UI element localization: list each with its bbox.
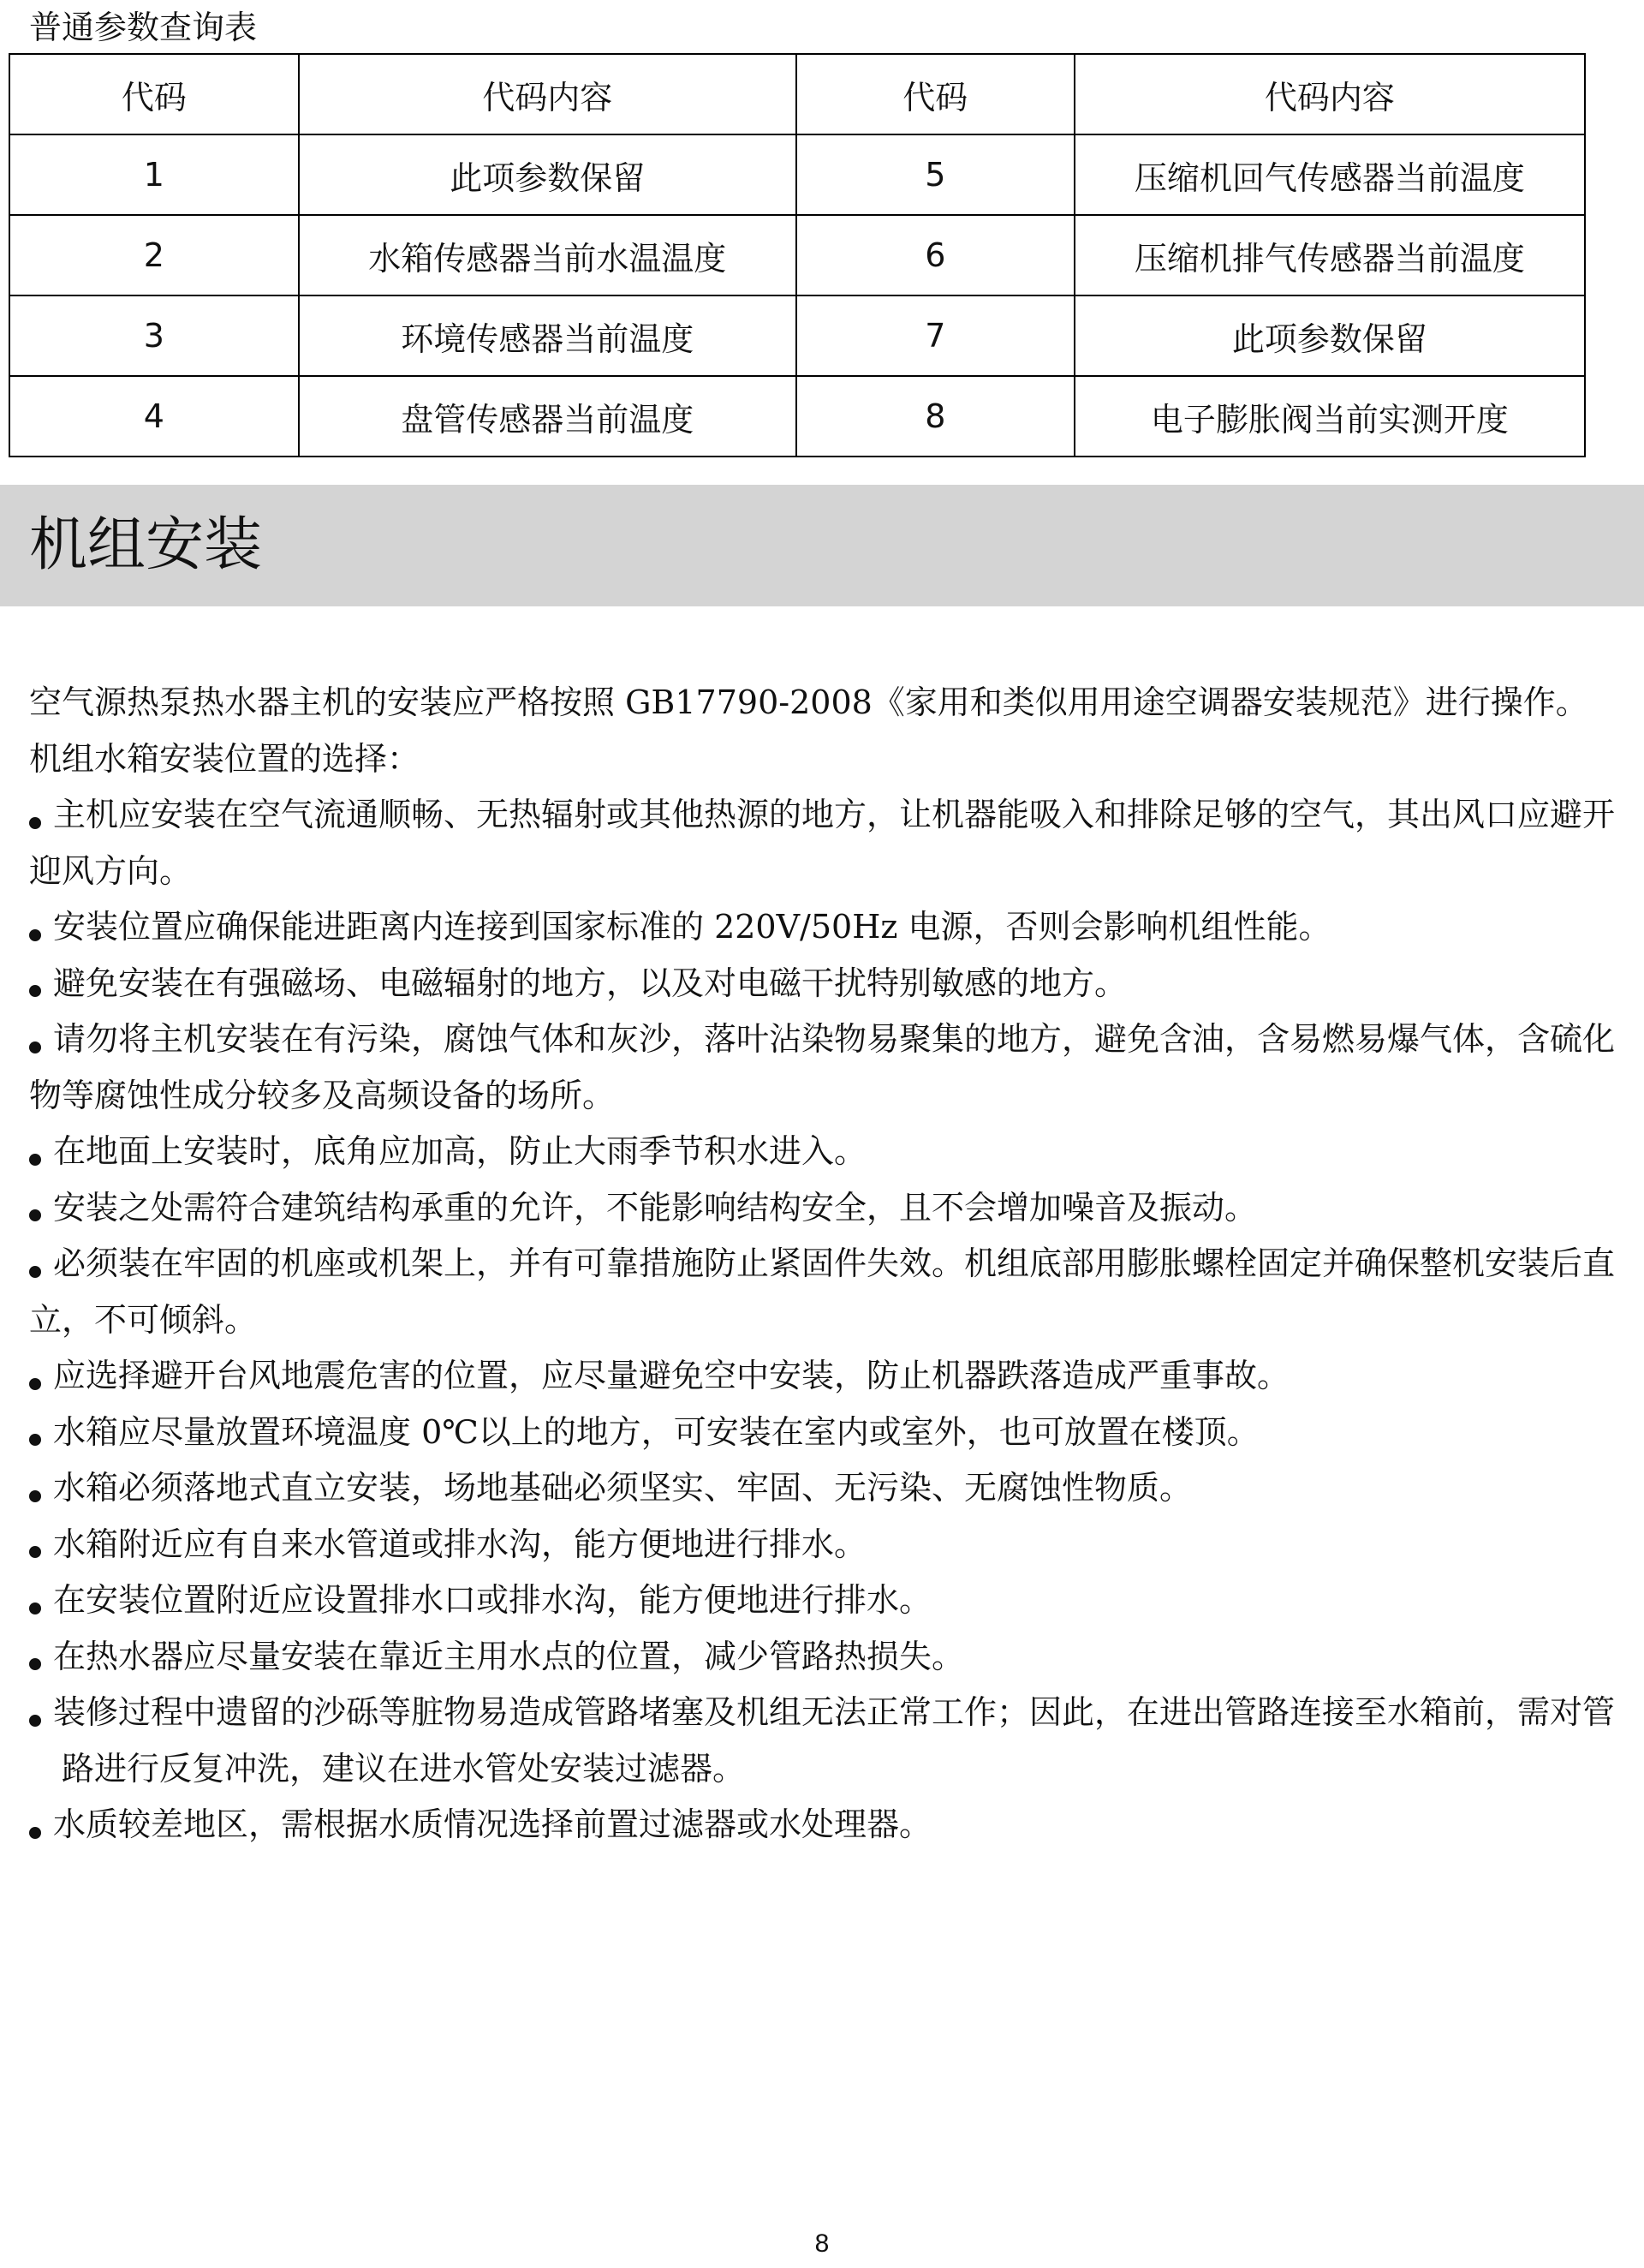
bullet-icon [29, 1434, 41, 1446]
list-item [29, 1629, 1622, 1686]
bullet-icon [29, 929, 41, 941]
list-item [29, 1236, 1622, 1348]
list-item-text: 水箱附近应有自来水管道或排水沟，能方便地进行排水。 [53, 1525, 867, 1563]
list-item [29, 1012, 1622, 1124]
bullet-icon [29, 1154, 41, 1166]
list-item-text: 水箱必须落地式直立安装，场地基础必须坚实、牢固、无污染、无腐蚀性物质。 [53, 1469, 1193, 1507]
list-item-text: 应选择避开台风地震危害的位置，应尽量避免空中安装，防止机器跌落造成严重事故。 [53, 1357, 1290, 1394]
list-item [29, 1124, 1622, 1180]
list-item [29, 1460, 1622, 1517]
table-cell: 盘管传感器当前温度 [299, 376, 796, 457]
list-item-text: 主机应安装在空气流通顺畅、无热辐射或其他热源的地方，让机器能吸入和排除足够的空气，其出风口应避开迎风方向。 [29, 796, 1616, 890]
list-item [29, 787, 1622, 899]
installation-bullet-list [29, 787, 1622, 1853]
table-cell: 压缩机排气传感器当前温度 [1075, 215, 1585, 295]
list-item-text: 请勿将主机安装在有污染，腐蚀气体和灰沙，落叶沾染物易聚集的地方，避免含油，含易燃易爆气体，含硫化物等腐蚀性成分较多及高频设备的场所。 [29, 1020, 1616, 1114]
table-cell: 4 [9, 376, 299, 457]
table-cell: 1 [9, 134, 299, 215]
bullet-icon [29, 1378, 41, 1390]
table-row [9, 295, 1585, 376]
table-cell: 3 [9, 295, 299, 376]
installation-body [29, 675, 1622, 1853]
list-item [29, 1573, 1622, 1629]
table-row [9, 376, 1585, 457]
list-item-text: 在地面上安装时，底角应加高，防止大雨季节积水进入。 [53, 1132, 867, 1170]
header-content: 代码内容 [299, 54, 796, 134]
bullet-icon [29, 1490, 41, 1502]
list-item-text: 安装之处需符合建筑结构承重的允许，不能影响结构安全，且不会增加噪音及振动。 [53, 1188, 1258, 1227]
list-item-text: 在安装位置附近应设置排水口或排水沟，能方便地进行排水。 [53, 1581, 932, 1619]
table-cell: 电子膨胀阀当前实测开度 [1075, 376, 1585, 457]
table-caption: 普通参数查询表 [29, 9, 258, 46]
list-item [29, 956, 1622, 1012]
page-number: 8 [814, 2229, 830, 2258]
list-item [29, 1797, 1622, 1853]
list-item-text: 安装位置应确保能进距离内连接到国家标准的 220V/50Hz 电源，否则会影响机组性能。 [53, 908, 1331, 946]
table-cell: 5 [796, 134, 1075, 215]
header-code: 代码 [796, 54, 1075, 134]
section-header-band [0, 485, 1644, 606]
table-cell: 此项参数保留 [299, 134, 796, 215]
header-code: 代码 [9, 54, 299, 134]
table-row [9, 215, 1585, 295]
list-item-text: 水质较差地区，需根据水质情况选择前置过滤器或水处理器。 [53, 1805, 932, 1843]
list-item [29, 1517, 1622, 1573]
list-item-text: 在热水器应尽量安装在靠近主用水点的位置，减少管路热损失。 [53, 1637, 965, 1675]
bullet-icon [29, 1546, 41, 1558]
table-cell: 7 [796, 295, 1075, 376]
bullet-icon [29, 817, 41, 829]
bullet-icon [29, 1603, 41, 1614]
table-cell: 压缩机回气传感器当前温度 [1075, 134, 1585, 215]
bullet-icon [29, 1827, 41, 1839]
bullet-icon [29, 1715, 41, 1727]
list-item [29, 899, 1622, 956]
table-cell: 此项参数保留 [1075, 295, 1585, 376]
bullet-icon [29, 1658, 41, 1670]
list-item [29, 1685, 1622, 1797]
list-item [29, 1405, 1622, 1461]
list-item [29, 1180, 1622, 1237]
list-item-text: 避免安装在有强磁场、电磁辐射的地方，以及对电磁干扰特别敏感的地方。 [53, 964, 1128, 1002]
table-cell: 6 [796, 215, 1075, 295]
table-cell: 环境传感器当前温度 [299, 295, 796, 376]
bullet-icon [29, 1266, 41, 1278]
table-row [9, 134, 1585, 215]
list-item [29, 1348, 1622, 1405]
table-cell: 8 [796, 376, 1075, 457]
bullet-icon [29, 985, 41, 997]
table-cell: 水箱传感器当前水温温度 [299, 215, 796, 295]
list-item-text: 水箱应尽量放置环境温度 0℃以上的地方，可安装在室内或室外，也可放置在楼顶。 [53, 1412, 1260, 1451]
table-header-row [9, 54, 1585, 134]
header-content: 代码内容 [1075, 54, 1585, 134]
bullet-icon [29, 1209, 41, 1221]
list-item-text: 必须装在牢固的机座或机架上，并有可靠措施防止紧固件失效。机组底部用膨胀螺栓固定并确保整机安装后直立，不可倾斜。 [29, 1244, 1616, 1339]
bullet-icon [29, 1041, 41, 1053]
parameter-table [9, 53, 1586, 457]
intro-paragraph: 空气源热泵热水器主机的安装应严格按照 GB17790-2008《家用和类似用用途空调器安装规范》进行操作。 [29, 683, 1588, 721]
section-title: 机组安装 [29, 511, 263, 579]
table-cell: 2 [9, 215, 299, 295]
list-item-text: 装修过程中遗留的沙砾等脏物易造成管路堵塞及机组无法正常工作；因此，在进出管路连接至水箱前，需对管路进行反复冲洗，建议在进水管处安装过滤器。 [53, 1693, 1616, 1788]
subheading: 机组水箱安装位置的选择： [29, 739, 420, 778]
